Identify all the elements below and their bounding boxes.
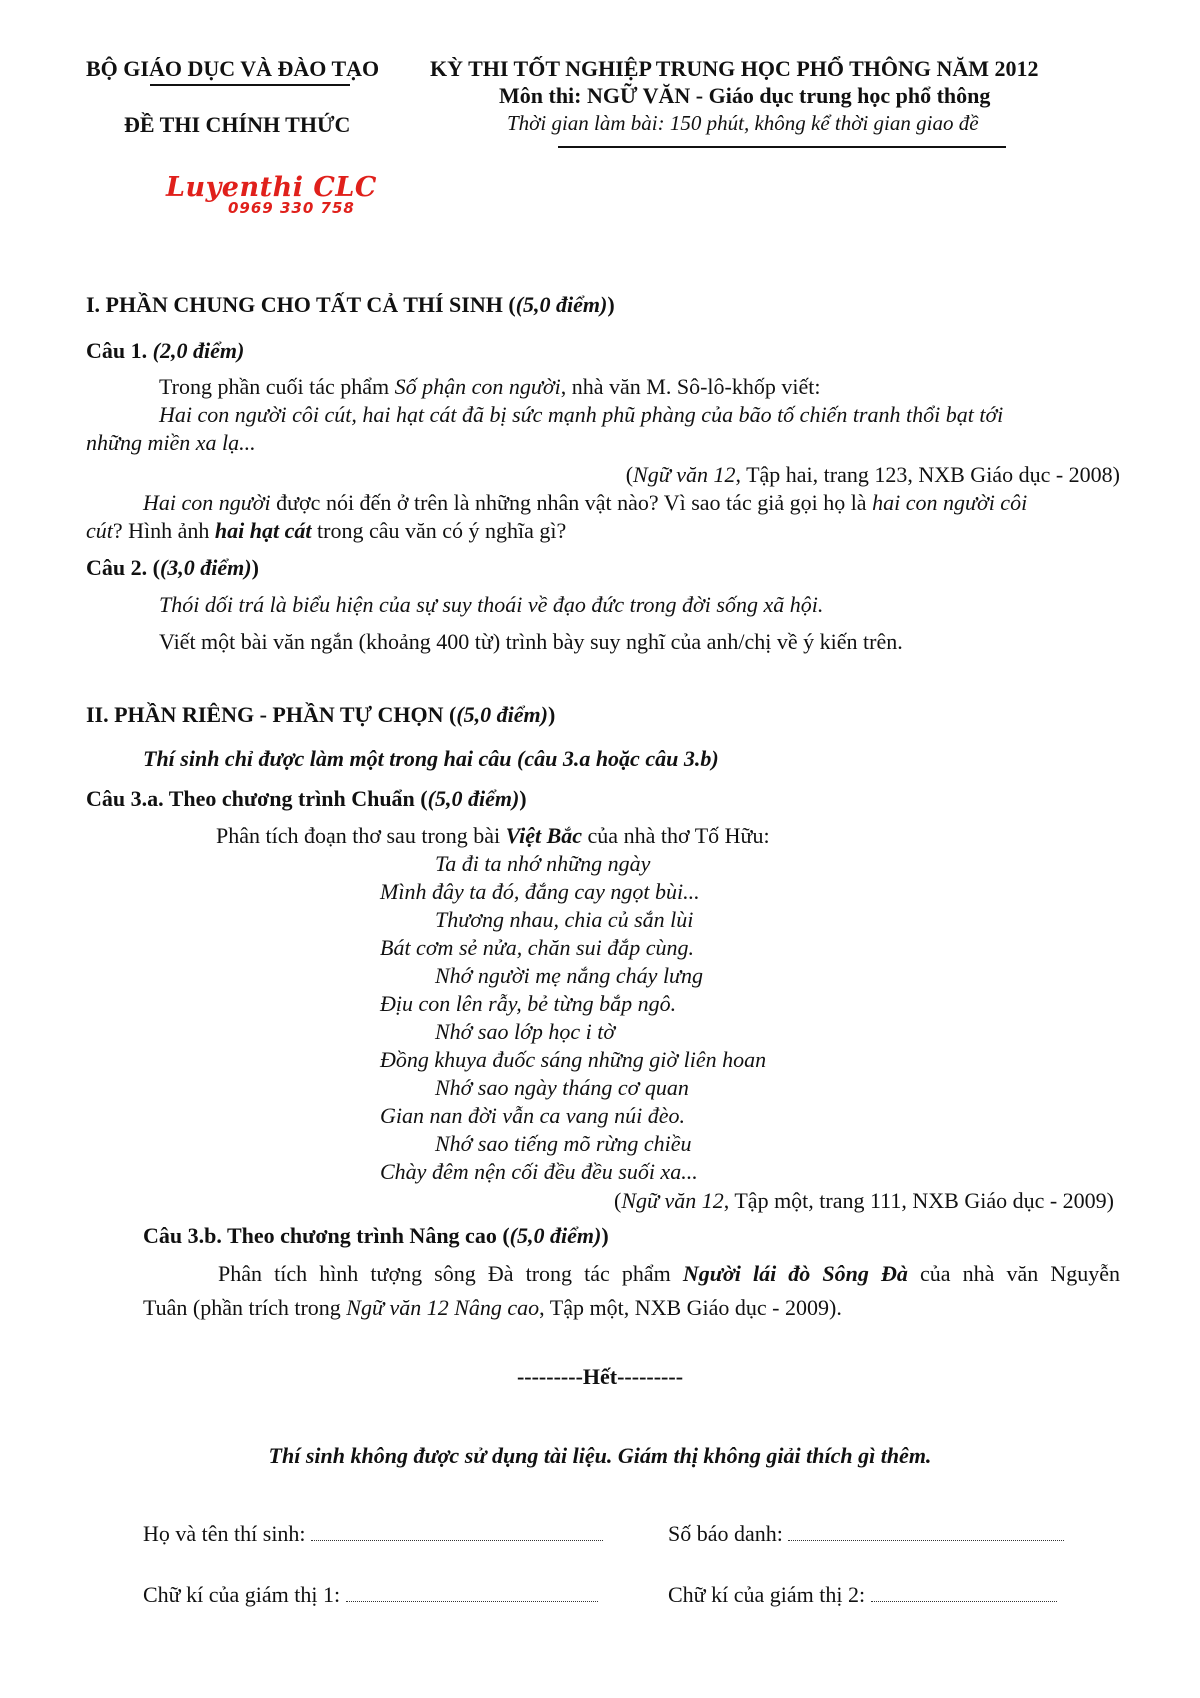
q2-label: Câu 2.	[86, 555, 148, 580]
q1-intro-a: Trong phần cuối tác phẩm	[159, 374, 395, 399]
q3b-points: (5,0 điểm)	[509, 1223, 602, 1248]
q2-heading	[86, 554, 1114, 582]
time-underline	[558, 146, 1006, 148]
logo-name: Luyenthi CLC	[166, 172, 377, 203]
q1-points: (2,0 điểm)	[152, 338, 245, 363]
part2-title: II. PHẦN RIÊNG - PHẦN TỰ CHỌN	[86, 702, 444, 727]
q1-question-line2	[86, 517, 1114, 545]
q3a-source-a: (	[614, 1188, 622, 1213]
q1-question-line1	[143, 489, 1120, 517]
candidate-number-line[interactable]	[788, 1522, 1064, 1541]
q1-intro	[159, 373, 1114, 401]
ministry-underline	[150, 84, 350, 86]
poem-line: Nhớ sao tiếng mõ rừng chiều	[435, 1131, 692, 1156]
part2-paren: ((5,0 điểm))	[449, 702, 556, 727]
poem-line: Nhớ sao lớp học i tờ	[435, 1019, 616, 1044]
q2-points: (3,0 điểm)	[159, 555, 252, 580]
supervisor2-signature-line[interactable]	[871, 1583, 1057, 1602]
supervisor1-signature-field[interactable]	[143, 1582, 598, 1608]
q1-source-b: , Tập hai, trang 123, NXB Giáo dục - 2008)	[735, 462, 1120, 487]
q3a-intro	[216, 822, 1114, 850]
poem-line: Mình đây ta đó, đắng cay ngọt bùi...	[380, 879, 700, 904]
q3b-task-c: Tuân (phần trích trong	[143, 1295, 347, 1320]
part1-title: I. PHẦN CHUNG CHO TẤT CẢ THÍ SINH	[86, 292, 503, 317]
q3a-paren: ((5,0 điểm))	[420, 786, 527, 811]
q3b-task-work: Người lái đò Sông Đà	[682, 1261, 908, 1286]
q1-ask-g: trong câu văn có ý nghĩa gì?	[311, 518, 567, 543]
q3b-task-book: Ngữ văn 12 Nâng cao	[346, 1295, 540, 1320]
q1-intro-work: Số phận con người	[394, 374, 561, 399]
q1-label: Câu 1.	[86, 338, 148, 363]
q3b-task-b: của nhà văn Nguyễn	[907, 1261, 1120, 1286]
exam-title: KỲ THI TỐT NGHIỆP TRUNG HỌC PHỔ THÔNG NĂM 2012	[430, 56, 1039, 81]
q1-quote-line2: những miền xa lạ...	[86, 430, 256, 455]
q1-source-a: (	[625, 462, 634, 487]
q1-ask-f: hai hạt cát	[214, 518, 312, 543]
q3b-heading	[143, 1222, 1114, 1250]
q3a-source-book: Ngữ văn 12	[621, 1188, 724, 1213]
q3b-task-d: , Tập một, NXB Giáo dục - 2009).	[539, 1295, 842, 1320]
poem-line: Đồng khuya đuốc sáng những giờ liên hoan	[380, 1047, 767, 1072]
part1-points: (5,0 điểm)	[515, 292, 608, 317]
q1-source-book: Ngữ văn 12	[633, 462, 736, 487]
poem-line: Nhớ sao ngày tháng cơ quan	[435, 1075, 689, 1100]
q1-ask-a: Hai con người	[143, 490, 271, 515]
q3a-points: (5,0 điểm)	[427, 786, 520, 811]
q3b-paren: ((5,0 điểm))	[502, 1223, 609, 1248]
q1-ask-c: hai con người côi	[872, 490, 1028, 515]
supervisor2-signature-label: Chữ kí của giám thị 2:	[668, 1582, 866, 1607]
q3b-task-a: Phân tích hình tượng sông Đà trong tác phẩm	[218, 1261, 683, 1286]
end-mark: ---------Hết---------	[516, 1364, 684, 1389]
q1-quote-line1: Hai con người côi cút, hai hạt cát đã bị sức mạnh phũ phàng của bão tố chiến tranh thổi bạt tới	[159, 402, 1004, 427]
candidate-name-field[interactable]	[143, 1521, 603, 1547]
q1-intro-b: , nhà văn M. Sô-lô-khốp viết:	[560, 374, 821, 399]
candidate-number-label: Số báo danh:	[668, 1521, 783, 1546]
poem-line: Địu con lên rẫy, bẻ từng bắp ngô.	[380, 991, 677, 1016]
poem-line: Nhớ người mẹ nắng cháy lưng	[435, 963, 704, 988]
q3a-source	[86, 1187, 1114, 1215]
q3a-intro-b: của nhà thơ Tố Hữu:	[582, 823, 770, 848]
q3a-heading	[86, 785, 1114, 813]
part2-note: Thí sinh chỉ được làm một trong hai câu (câu 3.a hoặc câu 3.b)	[143, 746, 719, 771]
exam-subject: Môn thi: NGỮ VĂN - Giáo dục trung học phổ thông	[499, 83, 991, 108]
q2-task: Viết một bài văn ngắn (khoảng 400 từ) trình bày suy nghĩ của anh/chị về ý kiến trên.	[159, 629, 903, 654]
poem-line: Chày đêm nện cối đều đều suối xa...	[380, 1159, 698, 1184]
poem-line: Ta đi ta nhớ những ngày	[435, 851, 651, 876]
poem-line: Gian nan đời vẫn ca vang núi đèo.	[380, 1103, 686, 1128]
q2-statement: Thói dối trá là biểu hiện của sự suy thoái về đạo đức trong đời sống xã hội.	[159, 592, 824, 617]
candidate-name-label: Họ và tên thí sinh:	[143, 1521, 306, 1546]
candidate-number-field[interactable]	[668, 1521, 1064, 1547]
q3a-label: Câu 3.a. Theo chương trình Chuẩn	[86, 786, 415, 811]
q1-ask-d: cút	[86, 518, 113, 543]
q1-ask-e: ? Hình ảnh	[112, 518, 215, 543]
q1-heading	[86, 337, 1114, 365]
supervisor2-signature-field[interactable]	[668, 1582, 1057, 1608]
q3b-task-line2	[143, 1294, 1114, 1322]
official-label: ĐỀ THI CHÍNH THỨC	[124, 112, 351, 137]
q3a-intro-a: Phân tích đoạn thơ sau trong bài	[216, 823, 506, 848]
q1-ask-b: được nói đến ở trên là những nhân vật nào? Vì sao tác giả gọi họ là	[270, 490, 873, 515]
q3b-task-line1	[218, 1260, 1120, 1288]
q3a-source-b: , Tập một, trang 111, NXB Giáo dục - 2009)	[723, 1188, 1114, 1213]
footer-note: Thí sinh không được sử dụng tài liệu. Giám thị không giải thích gì thêm.	[268, 1443, 932, 1468]
ministry-name: BỘ GIÁO DỤC VÀ ĐÀO TẠO	[86, 56, 380, 81]
part1-heading	[86, 291, 1114, 319]
candidate-name-line[interactable]	[311, 1522, 603, 1541]
poem-line: Bát cơm sẻ nửa, chăn sui đắp cùng.	[380, 935, 694, 960]
part2-points: (5,0 điểm)	[456, 702, 548, 727]
poem-line: Thương nhau, chia củ sắn lùi	[435, 907, 694, 932]
supervisor1-signature-label: Chữ kí của giám thị 1:	[143, 1582, 341, 1607]
supervisor1-signature-line[interactable]	[346, 1583, 598, 1602]
exam-time: Thời gian làm bài: 150 phút, không kể thời gian giao đề	[507, 111, 979, 135]
part1-paren: ((5,0 điểm))	[508, 292, 615, 317]
q2-paren: ((3,0 điểm))	[152, 555, 259, 580]
logo-phone: 0969 330 758	[228, 199, 355, 217]
q3b-label: Câu 3.b. Theo chương trình Nâng cao	[143, 1223, 497, 1248]
q3a-intro-work: Việt Bắc	[505, 823, 583, 848]
q1-source	[86, 461, 1120, 489]
part2-heading	[86, 701, 1114, 729]
